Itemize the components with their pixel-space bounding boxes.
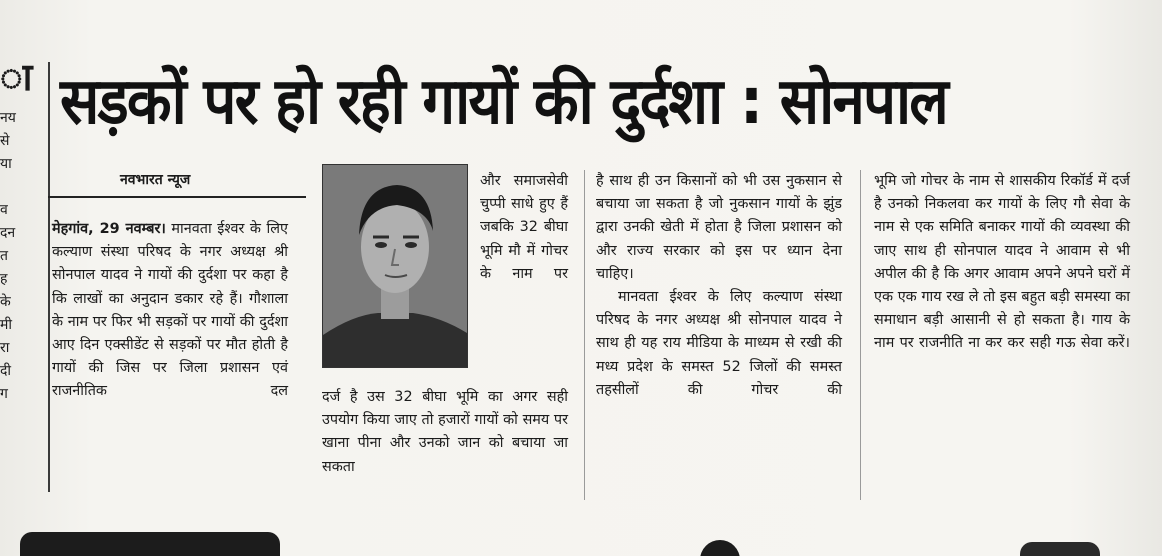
fragment-line: नय (0, 110, 16, 126)
fragment-line: दन (0, 225, 16, 241)
fragment-line: ग (0, 386, 8, 402)
column-1-text: मानवता ईश्वर के लिए कल्याण संस्था परिषद के नगर अध्यक्ष श्री सोनपाल यादव ने गायों की दुर्दशा पर कहा है कि लाखों का अनुदान डकार रहे हैं। गौशाला के नाम पर फिर भी सड़कों पर गायों की दुर्दशा आए दिन एक्सीडेंट से सड़कों पर मौत होती है गायों की जिस पर जिला प्रशासन एवं राजनीतिक दल (52, 221, 288, 400)
fragment-line: के (0, 294, 11, 310)
headline-fragment-shape (700, 540, 740, 556)
article-column-2-top (480, 170, 568, 286)
article-column-1 (52, 218, 288, 404)
column-3-paragraph-1: है साथ ही उन किसानों को भी उस नुकसान से बचाया जा सकता है जो नुकसान गायों के झुंड द्वारा उनकी खेती में होता है जिला प्रशासन को और राज्य सरकार को इस पर ध्यान देना चाहिए। (596, 173, 842, 282)
column-4-text: भूमि जो गोचर के नाम से शासकीय रिकॉर्ड में दर्ज है उनको निकलवा कर गायों के लिए गौ सेवा के नाम से एक समिति बनाकर गायों की व्यवस्था की जाए साथ ही सोनपाल यादव ने आवाम से भी अपील की है कि अगर आवाम अपने अपने घरों में एक एक गाय रख ले तो इस बहुत बड़ी समस्या का समाधान बड़ी आसानी से हो सकता है। गाय के नाम पर राजनीति ना कर कर सही गऊ सेवा करें। (874, 173, 1130, 352)
article-column-4 (874, 170, 1130, 356)
byline-rule (48, 196, 306, 198)
dateline: मेहगांव, 29 नवम्बर। (52, 221, 166, 237)
byline: नवभारत न्यूज (120, 172, 191, 188)
adjacent-article-fragment (0, 55, 40, 406)
fragment-line: मी (0, 317, 12, 333)
headline-fragment-shape (20, 532, 280, 556)
portrait-photo (322, 164, 468, 368)
headline-fragment-shape (1020, 542, 1100, 556)
next-headline-fragment (0, 528, 1162, 556)
column-3-paragraph-2: मानवता ईश्वर के लिए कल्याण संस्था परिषद के नगर अध्यक्ष श्री सोनपाल यादव ने साथ ही यह राय मीडिया के माध्यम से रखी की मध्य प्रदेश के समस्त 52 जिलों की समस्त तहसीलों की गोचर की (596, 289, 842, 398)
column-divider (584, 170, 585, 500)
column-divider (48, 62, 50, 492)
column-2-bottom-text: दर्ज है उस 32 बीघा भूमि का अगर सही उपयोग किया जाए तो हजारों गायों को समय पर खाना पीना और उनको जान को बचाया जा सकता (322, 389, 568, 475)
adjacent-headline-fragment: ा (0, 55, 33, 99)
fragment-line: से (0, 133, 10, 149)
column-divider (860, 170, 861, 500)
article-headline: सड़कों पर हो रही गायों की दुर्दशा : सोनपाल (60, 65, 947, 139)
article-column-3 (596, 170, 842, 402)
fragment-line (0, 176, 40, 199)
fragment-line: दी (0, 363, 12, 379)
fragment-line: त (0, 248, 8, 264)
fragment-line: या (0, 156, 12, 172)
column-2-top-text: और समाजसेवी चुप्पी साधे हुए हैं जबकि 32 बीघा भूमि मौ में गोचर के नाम पर (480, 173, 568, 282)
article-paragraph (52, 218, 288, 404)
fragment-line: व (0, 202, 8, 218)
fragment-line: ह (0, 271, 8, 287)
article-column-2-bottom (322, 386, 568, 479)
portrait-image (323, 165, 467, 367)
fragment-line: रा (0, 340, 10, 356)
